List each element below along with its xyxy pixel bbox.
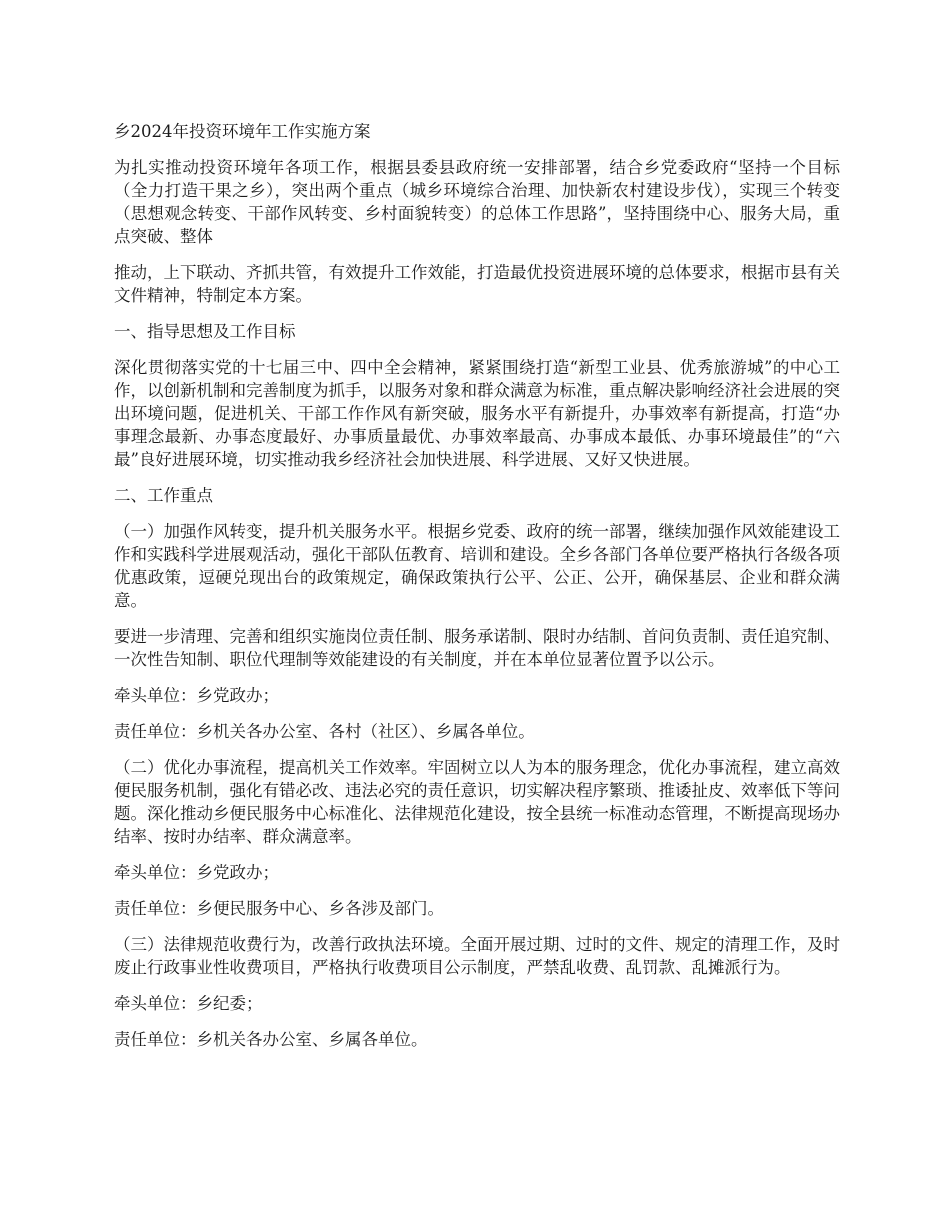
section-heading-guiding-thought: 一、指导思想及工作目标 <box>114 322 296 341</box>
intro-paragraph: 为扎实推动投资环境年各项工作，根据县委县政府统一安排部署，结合乡党委政府“坚持一个目标（全力打造干果之乡），突出两个重点（城乡环境综合治理、加快新农村建设步伐），实现三个转变（思想观念转变、干部作风转变、乡村面貌转变）的总体工作思路”，坚持围绕中心、服务大局，重点突破、整体 <box>114 158 840 246</box>
work-item-3-lead-unit: 牵头单位：乡纪委； <box>114 994 263 1013</box>
section-heading-work-focus: 二、工作重点 <box>114 486 213 505</box>
document-page <box>114 120 840 1064</box>
work-item-1-responsible-unit: 责任单位：乡机关各办公室、各村（社区）、乡属各单位。 <box>114 722 535 741</box>
work-item-2-responsible-unit: 责任单位：乡便民服务中心、乡各涉及部门。 <box>114 899 444 918</box>
work-item-1-paragraph: （一）加强作风转变，提升机关服务水平。根据乡党委、政府的统一部署，继续加强作风效能建设工作和实践科学进展观活动，强化干部队伍教育、培训和建设。全乡各部门各单位要严格执行各级各项优惠政策，逗硬兑现出台的政策规定，确保政策执行公平、公正、公开，确保基层、企业和群众满意。 <box>114 522 840 610</box>
guiding-thought-paragraph: 深化贯彻落实党的十七届三中、四中全会精神，紧紧围绕打造“新型工业县、优秀旅游城”的中心工作，以创新机制和完善制度为抓手，以服务对象和群众满意为标准，重点解决影响经济社会进展的突出环境问题，促进机关、干部工作作风有新突破，服务水平有新提升，办事效率有新提高，打造“办事理念最新、办事态度最好、办事质量最优、办事效率最高、办事成本最低、办事环境最佳”的“六最”良好进展环境，切实推动我乡经济社会加快进展、科学进展、又好又快进展。 <box>114 358 840 469</box>
work-item-3-responsible-unit: 责任单位：乡机关各办公室、乡属各单位。 <box>114 1030 428 1049</box>
work-item-2-lead-unit: 牵头单位：乡党政办； <box>114 863 279 882</box>
intro-paragraph-continued: 推动，上下联动、齐抓共管，有效提升工作效能，打造最优投资进展环境的总体要求，根据市县有关文件精神，特制定本方案。 <box>114 263 840 305</box>
work-item-1-lead-unit: 牵头单位：乡党政办； <box>114 686 279 705</box>
work-item-3-paragraph: （三）法律规范收费行为，改善行政执法环境。全面开展过期、过时的文件、规定的清理工作，及时废止行政事业性收费项目，严格执行收费项目公示制度，严禁乱收费、乱罚款、乱摊派行为。 <box>114 935 840 977</box>
document-title: 乡2024年投资环境年工作实施方案 <box>114 122 371 141</box>
work-item-1-detail-paragraph: 要进一步清理、完善和组织实施岗位责任制、服务承诺制、限时办结制、首问负责制、责任追究制、一次性告知制、职位代理制等效能建设的有关制度，并在本单位显著位置予以公示。 <box>114 627 840 669</box>
work-item-2-paragraph: （二）优化办事流程，提高机关工作效率。牢固树立以人为本的服务理念，优化办事流程，建立高效便民服务机制，强化有错必改、违法必究的责任意识，切实解决程序繁琐、推诿扯皮、效率低下等问题。深化推动乡便民服务中心标准化、法律规范化建设，按全县统一标准动态管理，不断提高现场办结率、按时办结率、群众满意率。 <box>114 758 840 846</box>
